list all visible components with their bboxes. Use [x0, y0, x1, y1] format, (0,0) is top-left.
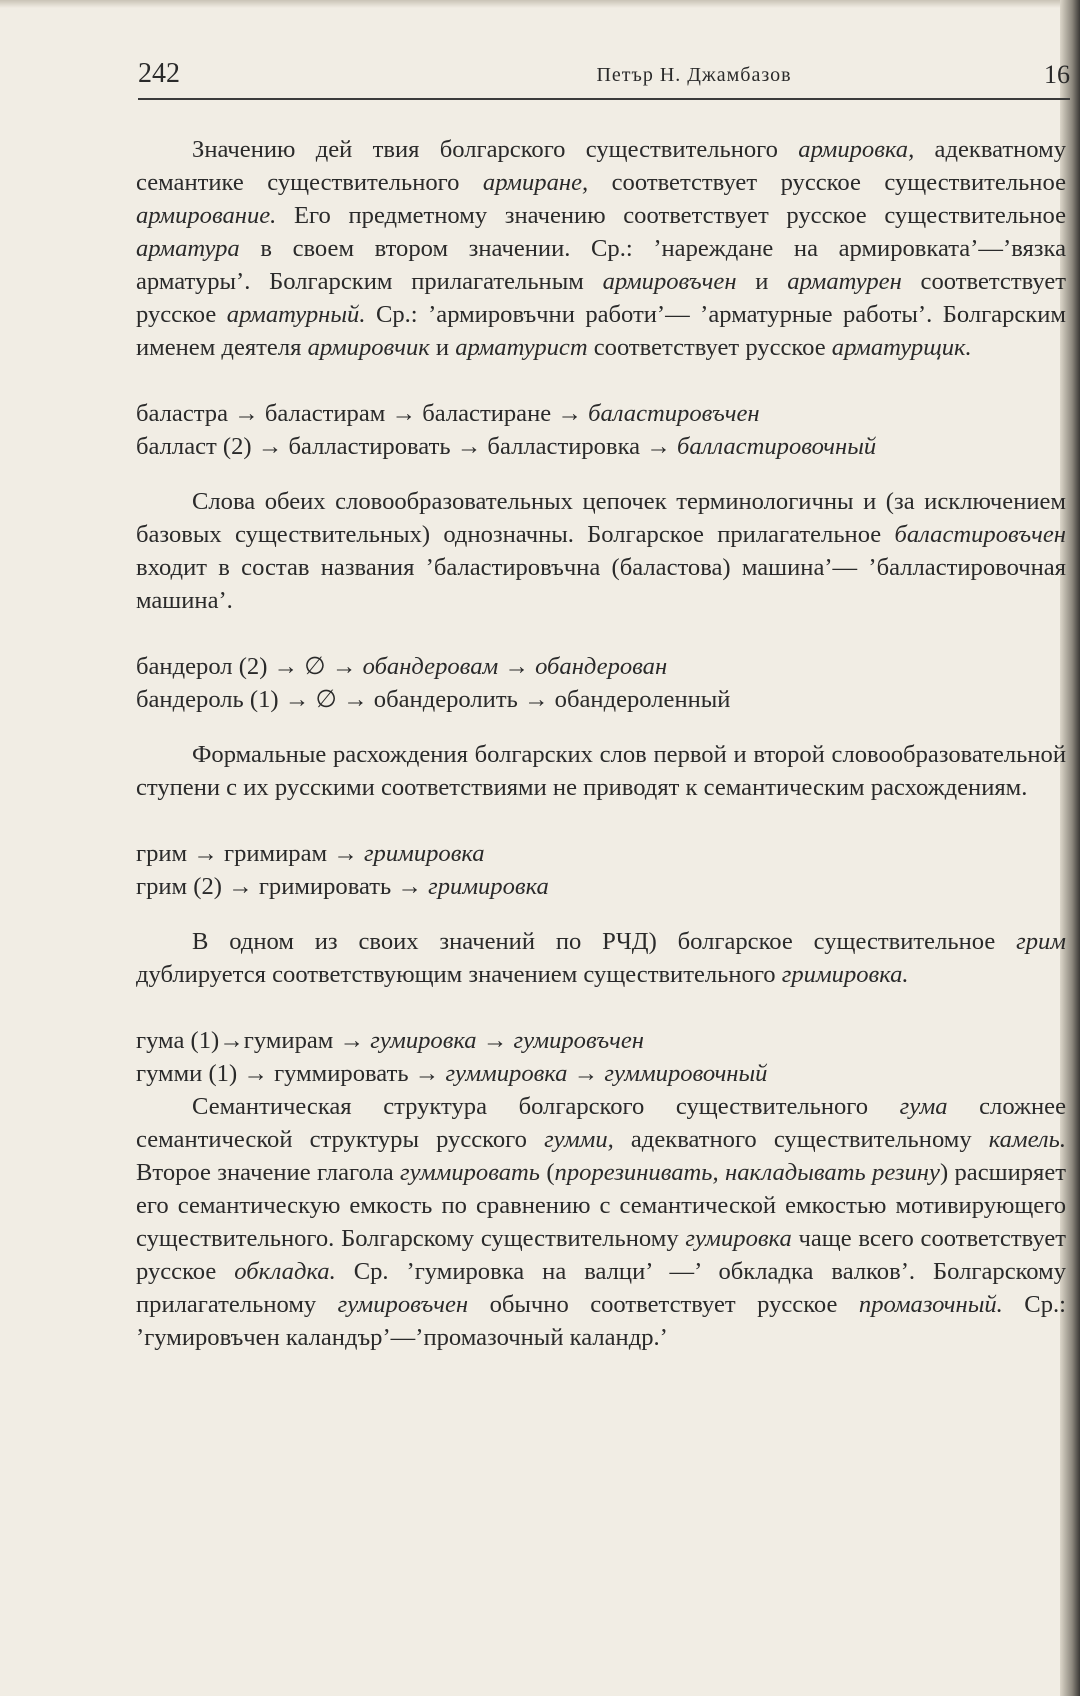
derivation-chain-guma — [136, 1024, 1066, 1090]
term: армировка, — [798, 136, 915, 163]
chain-text: гума (1)→гумирам → — [136, 1027, 371, 1054]
term: баластировъчен — [894, 521, 1066, 548]
text: входит в состав названия ’баластировъчна (баластова) машина’— ’балластировочная машина’. — [136, 554, 1066, 614]
text: и — [736, 268, 788, 295]
spacer — [136, 991, 1066, 1024]
derivation-chain-grim — [136, 837, 1066, 903]
text: обычно соответствует русское — [468, 1291, 859, 1318]
text: сложнее семантической структуры русского — [136, 1093, 1067, 1153]
text: Ср.: ’армировъчни работи’— ’арматурные работы’. Болгарским именем деятеля — [136, 301, 1066, 361]
chain-text: бандерол (2) → ∅ → — [136, 653, 363, 680]
text: Ср.: ’гумировъчен каландър’—’промазочный каландр.’ — [136, 1291, 1066, 1351]
term: арматура — [136, 235, 240, 262]
text: соответствует русское — [136, 268, 1066, 328]
spacer — [136, 463, 1066, 485]
text: адекватному семантике существительного — [136, 136, 1066, 196]
text: Слова обеих словообразовательных цепочек терминологичны и (за исключением базовых существительных) однозначны. Болгарское прилагательное — [136, 488, 1066, 548]
term: арматурен — [787, 268, 902, 295]
text: ) расширяет его семантическую емкость по сравнению с семантической емкостью мотивирующего существительного. Болгарскому существительному — [136, 1159, 1066, 1252]
text: соответствует русское — [587, 334, 832, 361]
term: балластировочный — [676, 433, 877, 460]
text: Семантическая структура болгарского существительного — [192, 1093, 900, 1120]
term: армировчик — [307, 334, 430, 361]
term: гримировка — [428, 873, 549, 900]
text: В одном из своих значений по РЧД) болгарское существительное — [192, 928, 1017, 955]
term: арматурист — [455, 334, 588, 361]
term: грим — [1016, 928, 1066, 955]
header-rule — [138, 98, 1070, 100]
text: Второе значение глагола — [136, 1159, 401, 1186]
term: гуммировать — [400, 1159, 540, 1186]
derivation-chain-banderol — [136, 650, 1066, 716]
chain-text: → — [476, 1027, 514, 1054]
spacer — [136, 716, 1066, 738]
term: армирование. — [136, 202, 277, 229]
spacer — [136, 804, 1066, 837]
text: ( — [539, 1159, 555, 1186]
chain-text: → — [498, 653, 536, 680]
paragraph-guma — [136, 1090, 1066, 1354]
term: гуммировочный — [604, 1060, 768, 1087]
term: арматурщик. — [831, 334, 972, 361]
term: баластировъчен — [588, 400, 760, 427]
term: прорезинивать, накладывать резину — [554, 1159, 940, 1186]
term: гумировъчен — [513, 1027, 644, 1054]
text: Формальные расхождения болгарских слов первой и второй словообразовательной ступени с их русскими соответствиями не приводят к семантическим расхождениям. — [136, 741, 1066, 801]
term: гримировка — [363, 840, 485, 867]
text: чаще всего соответствует русское — [136, 1225, 1066, 1285]
chain-text: грим → гримирам → — [136, 840, 364, 867]
term: гримировка. — [781, 961, 909, 988]
term: гумми, — [544, 1126, 614, 1153]
chain-text: балласт (2) → балластировать → балластировка → — [136, 433, 677, 460]
text: Ср. ’гумировка на валци’ —’ обкладка валков’. Болгарскому прилагательному — [136, 1258, 1066, 1318]
term: гуммировка — [445, 1060, 568, 1087]
spacer — [136, 617, 1066, 650]
spacer — [136, 903, 1066, 925]
text: Значению дей твия болгарского существительного — [192, 136, 799, 163]
paragraph-grim — [136, 925, 1066, 991]
spacer — [136, 364, 1066, 397]
term: гумировка — [370, 1027, 477, 1054]
paragraph-banderol — [136, 738, 1066, 804]
page-number: 242 — [138, 58, 180, 89]
term: армиране, — [482, 169, 589, 196]
text: адекватного существительному — [613, 1126, 989, 1153]
text: Его предметному значению соответствует русское существительное — [276, 202, 1066, 229]
term: промазочный. — [858, 1291, 1003, 1318]
term: обандеровам — [362, 653, 499, 680]
term: гума — [899, 1093, 948, 1120]
term: обандерован — [535, 653, 668, 680]
term: армировъчен — [602, 268, 737, 295]
derivation-chain-balastra — [136, 397, 1066, 463]
term: гумировка — [685, 1225, 792, 1252]
text: и — [429, 334, 456, 361]
text: соответствует русское существительное — [588, 169, 1066, 196]
chain-text: гумми (1) → гуммировать → — [136, 1060, 446, 1087]
term: камель. — [988, 1126, 1066, 1153]
chain-text: → — [567, 1060, 605, 1087]
term: обкладка. — [234, 1258, 336, 1285]
page-body — [136, 133, 1066, 1354]
text: дублируется соответствующим значением существительного — [136, 961, 782, 988]
chain-text: грим (2) → гримировать → — [136, 873, 429, 900]
corner-number: 16 — [1044, 60, 1070, 89]
term: гумировъчен — [337, 1291, 469, 1318]
term: арматурный. — [226, 301, 366, 328]
page-header — [138, 58, 1070, 94]
text: в своем втором значении. Ср.: ’нареждане на армировката’—’вязка арматуры’. Болгарским прилагательным — [136, 235, 1066, 295]
running-head-text: Петър Н. Джамбазов — [596, 64, 792, 86]
chain-text: баластра → баластирам → баластиране → — [136, 400, 589, 427]
paragraph-armirovka — [136, 133, 1066, 364]
paragraph-balast — [136, 485, 1066, 617]
page-top-shadow — [0, 0, 1080, 8]
running-head — [138, 64, 1070, 87]
chain-text: бандероль (1) → ∅ → обандеролить → обандероленный — [136, 686, 731, 713]
